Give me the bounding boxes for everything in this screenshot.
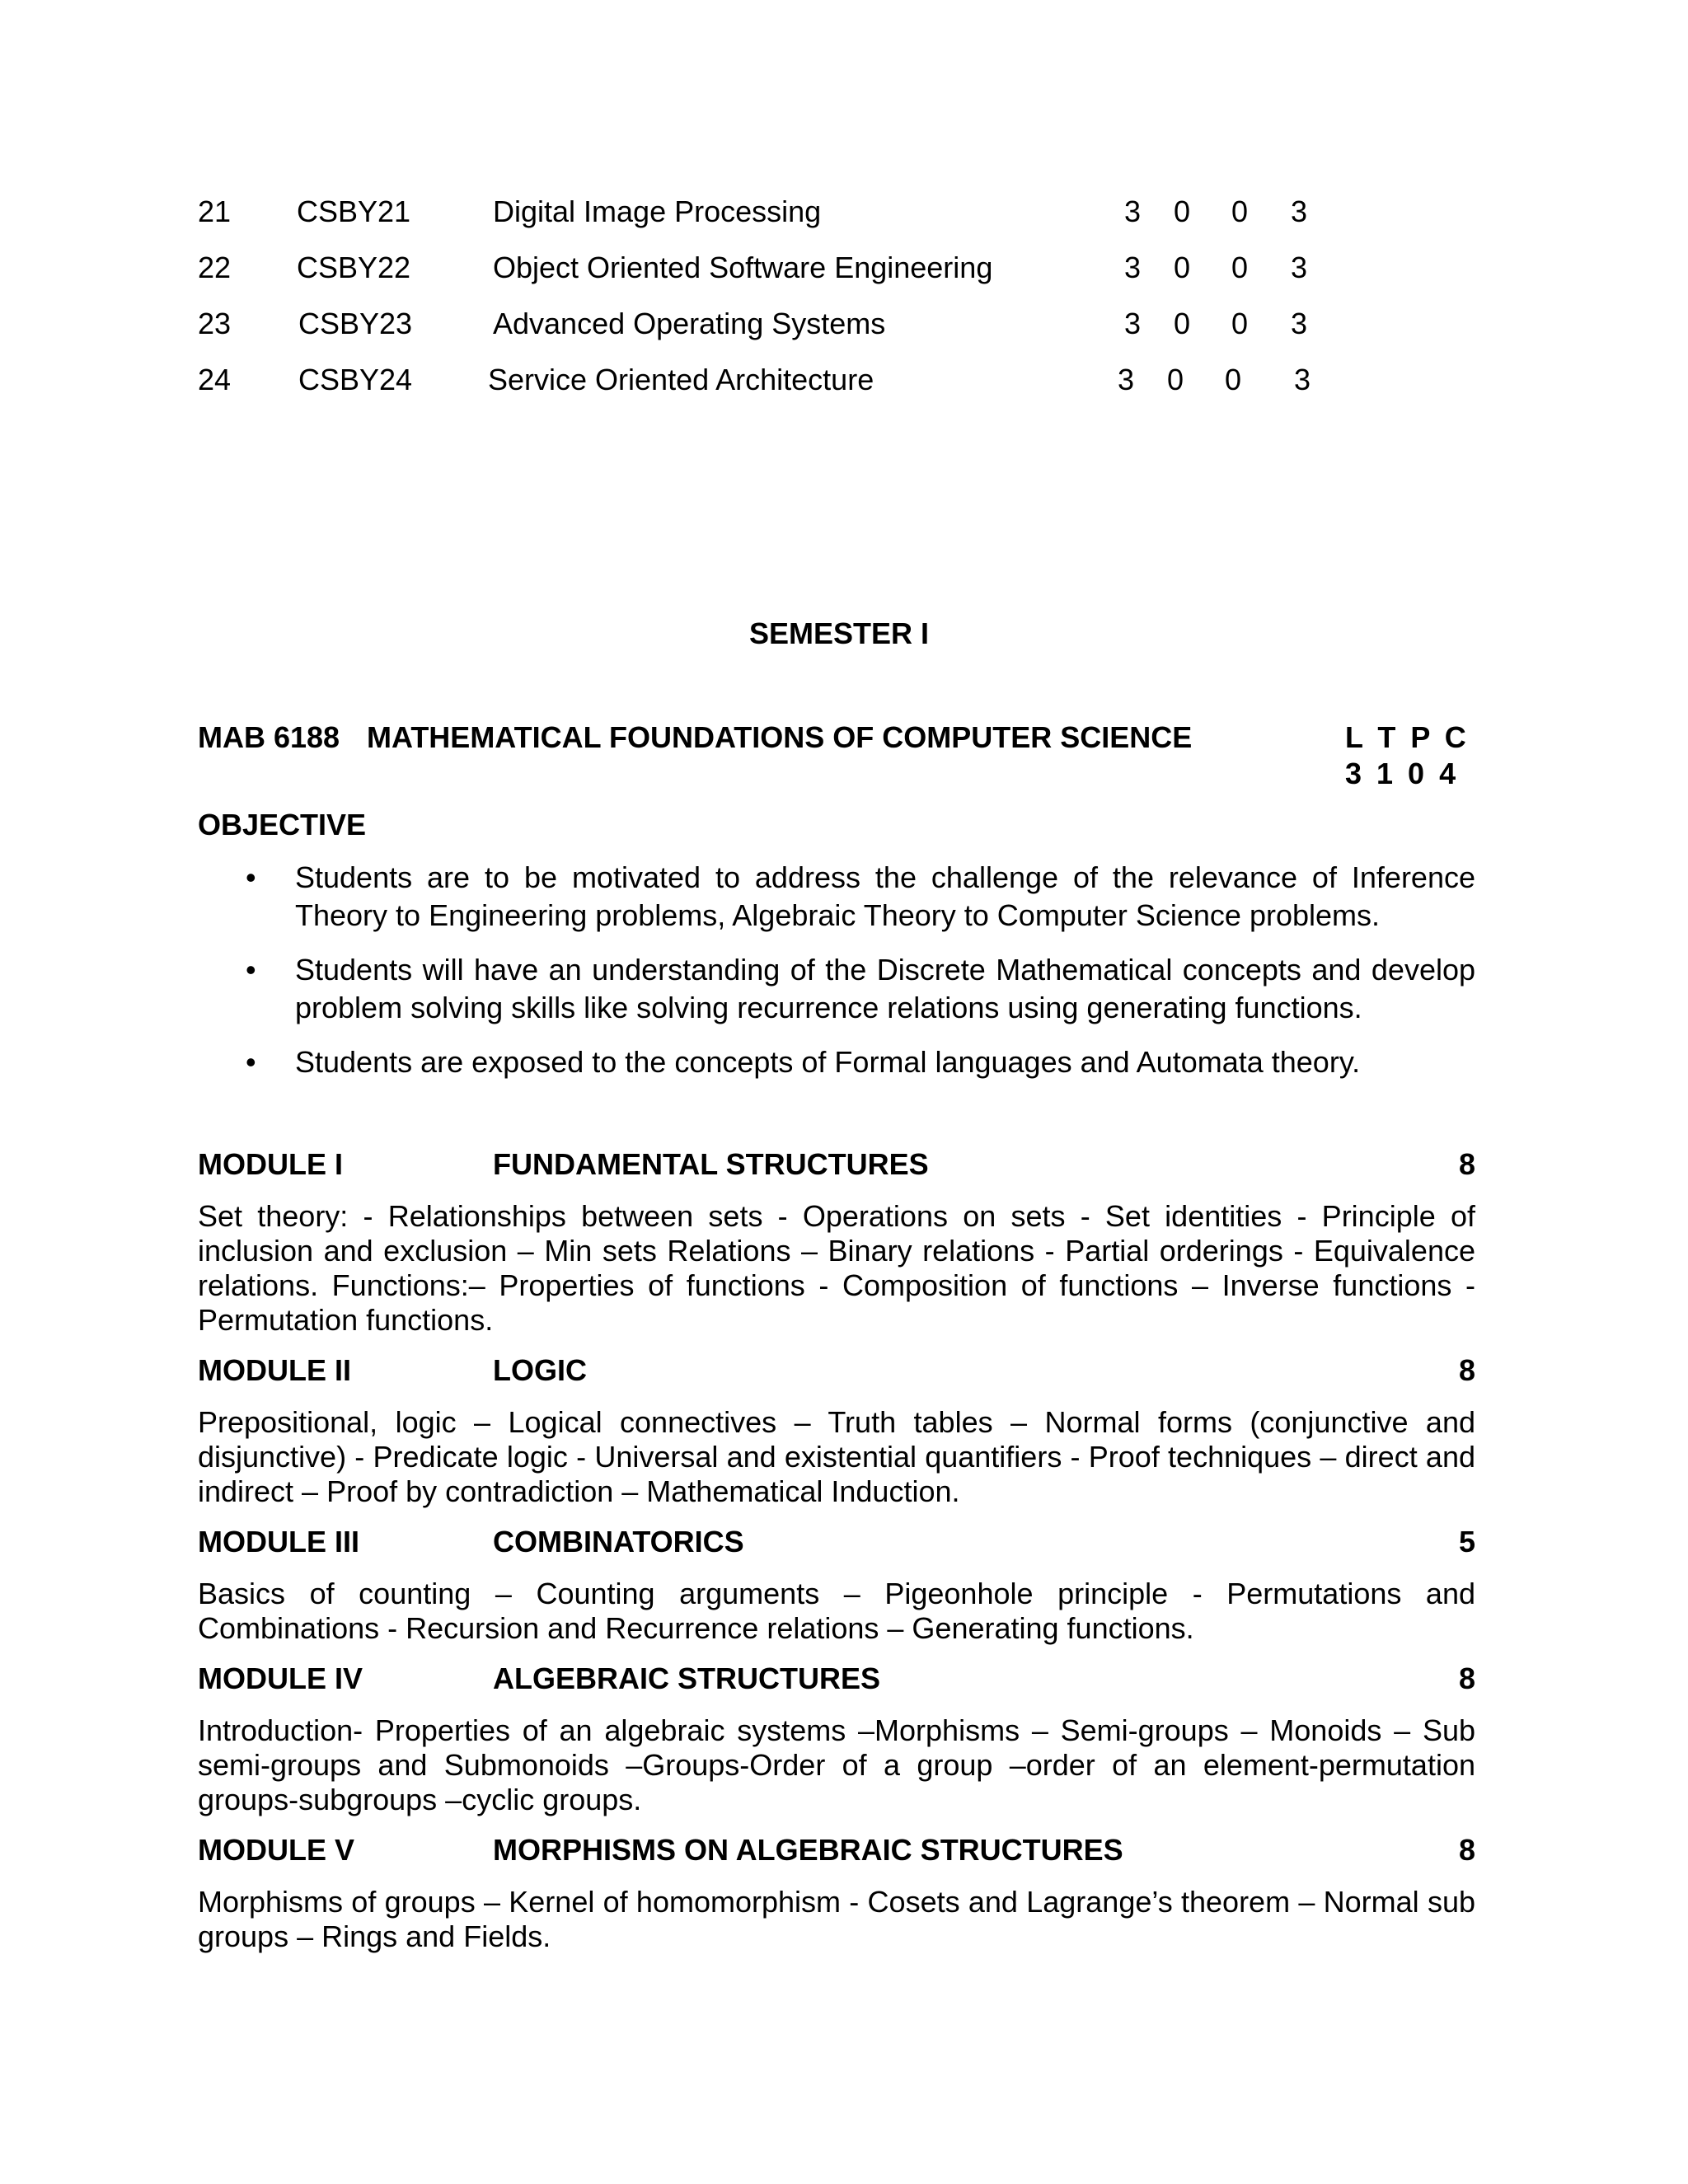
list-item xyxy=(198,859,1475,935)
ltpc-values: 3 1 0 4 xyxy=(1345,757,1460,790)
module-hours: 8 xyxy=(1459,1833,1476,1867)
objective-text: Students will have an understanding of the Discrete Mathematical concepts and develop problem solving skills like solving recurrence relations using generating functions. xyxy=(295,953,1475,1024)
module-label: MODULE IV xyxy=(198,1661,363,1695)
list-item xyxy=(198,1043,1475,1081)
credit-l: 3 xyxy=(1118,363,1135,396)
course-code: CSBY23 xyxy=(298,307,413,340)
module-label: MODULE V xyxy=(198,1833,355,1867)
course-title: Service Oriented Architecture xyxy=(488,363,874,396)
course-code: CSBY24 xyxy=(298,363,413,396)
module-description: Morphisms of groups – Kernel of homomorphism - Cosets and Lagrange’s theorem – Normal sub groups – Rings and Fields. xyxy=(198,1885,1475,1953)
credit-t: 0 xyxy=(1174,251,1191,284)
credit-p: 0 xyxy=(1231,251,1249,284)
objective-heading: OBJECTIVE xyxy=(198,808,367,841)
bullet-icon: • xyxy=(246,1045,256,1079)
module-label: MODULE I xyxy=(198,1147,343,1181)
credit-p: 0 xyxy=(1231,194,1249,228)
objective-text: Students are to be motivated to address the challenge of the relevance of Inference Theory to Engineering problems, Algebraic Theory to Computer Science problems. xyxy=(295,860,1475,932)
course-number: 21 xyxy=(198,194,232,228)
module-description: Set theory: - Relationships between sets - Operations on sets - Set identities - Principle of inclusion and exclusion – Min sets Relations – Binary relations - Partial orderings - Equivalence relations. Functions:– Properties of functions - Composition of functions – Inverse functions - Permutation functions. xyxy=(198,1199,1475,1337)
course-number: 22 xyxy=(198,251,232,284)
course-code-heading: MAB 6188 xyxy=(198,720,340,754)
objective-list xyxy=(198,859,1475,1098)
module-title: FUNDAMENTAL STRUCTURES xyxy=(493,1147,929,1181)
course-number: 24 xyxy=(198,363,232,396)
bullet-icon: • xyxy=(246,953,256,987)
module-description: Basics of counting – Counting arguments – Pigeonhole principle - Permutations and Combinations - Recursion and Recurrence relations – Generating functions. xyxy=(198,1577,1475,1645)
course-title: Digital Image Processing xyxy=(493,194,822,228)
credit-t: 0 xyxy=(1167,363,1184,396)
credit-c: 3 xyxy=(1291,307,1308,340)
module-title: LOGIC xyxy=(493,1353,587,1387)
credit-c: 3 xyxy=(1291,251,1308,284)
credit-c: 3 xyxy=(1294,363,1311,396)
module-hours: 5 xyxy=(1459,1525,1476,1558)
module-title: MORPHISMS ON ALGEBRAIC STRUCTURES xyxy=(493,1833,1123,1867)
list-item xyxy=(198,951,1475,1027)
course-title: Object Oriented Software Engineering xyxy=(493,251,993,284)
module-description: Introduction- Properties of an algebraic systems –Morphisms – Semi-groups – Monoids – Sub semi-groups and Submonoids –Groups-Order of a group –order of an element-permutation groups-subgroups –cyclic groups. xyxy=(198,1713,1475,1816)
course-title: Advanced Operating Systems xyxy=(493,307,886,340)
credit-t: 0 xyxy=(1174,307,1191,340)
module-hours: 8 xyxy=(1459,1661,1476,1695)
module-hours: 8 xyxy=(1459,1147,1476,1181)
credit-l: 3 xyxy=(1124,251,1142,284)
objective-text: Students are exposed to the concepts of Formal languages and Automata theory. xyxy=(295,1045,1361,1079)
table-row xyxy=(0,363,1688,412)
table-row xyxy=(0,251,1688,300)
table-row xyxy=(0,307,1688,356)
course-number: 23 xyxy=(198,307,232,340)
course-code: CSBY22 xyxy=(297,251,411,284)
credit-p: 0 xyxy=(1225,363,1242,396)
credit-l: 3 xyxy=(1124,307,1142,340)
module-description: Prepositional, logic – Logical connectives – Truth tables – Normal forms (conjunctive and disjunctive) - Predicate logic - Universal and existential quantifiers - Proof techniques – direct and indirect – Proof by contradiction – Mathematical Induction. xyxy=(198,1405,1475,1508)
table-row xyxy=(0,194,1688,244)
module-label: MODULE II xyxy=(198,1353,351,1387)
module-hours: 8 xyxy=(1459,1353,1476,1387)
semester-heading: SEMESTER I xyxy=(748,616,930,650)
credit-t: 0 xyxy=(1174,194,1191,228)
ltpc-header: L T P C xyxy=(1345,720,1470,754)
course-code: CSBY21 xyxy=(297,194,411,228)
bullet-icon: • xyxy=(246,860,256,894)
module-title: ALGEBRAIC STRUCTURES xyxy=(493,1661,881,1695)
module-label: MODULE III xyxy=(198,1525,359,1558)
credit-c: 3 xyxy=(1291,194,1308,228)
credit-p: 0 xyxy=(1231,307,1249,340)
credit-l: 3 xyxy=(1124,194,1142,228)
course-title-heading: MATHEMATICAL FOUNDATIONS OF COMPUTER SCIENCE xyxy=(367,720,1193,754)
module-title: COMBINATORICS xyxy=(493,1525,744,1558)
